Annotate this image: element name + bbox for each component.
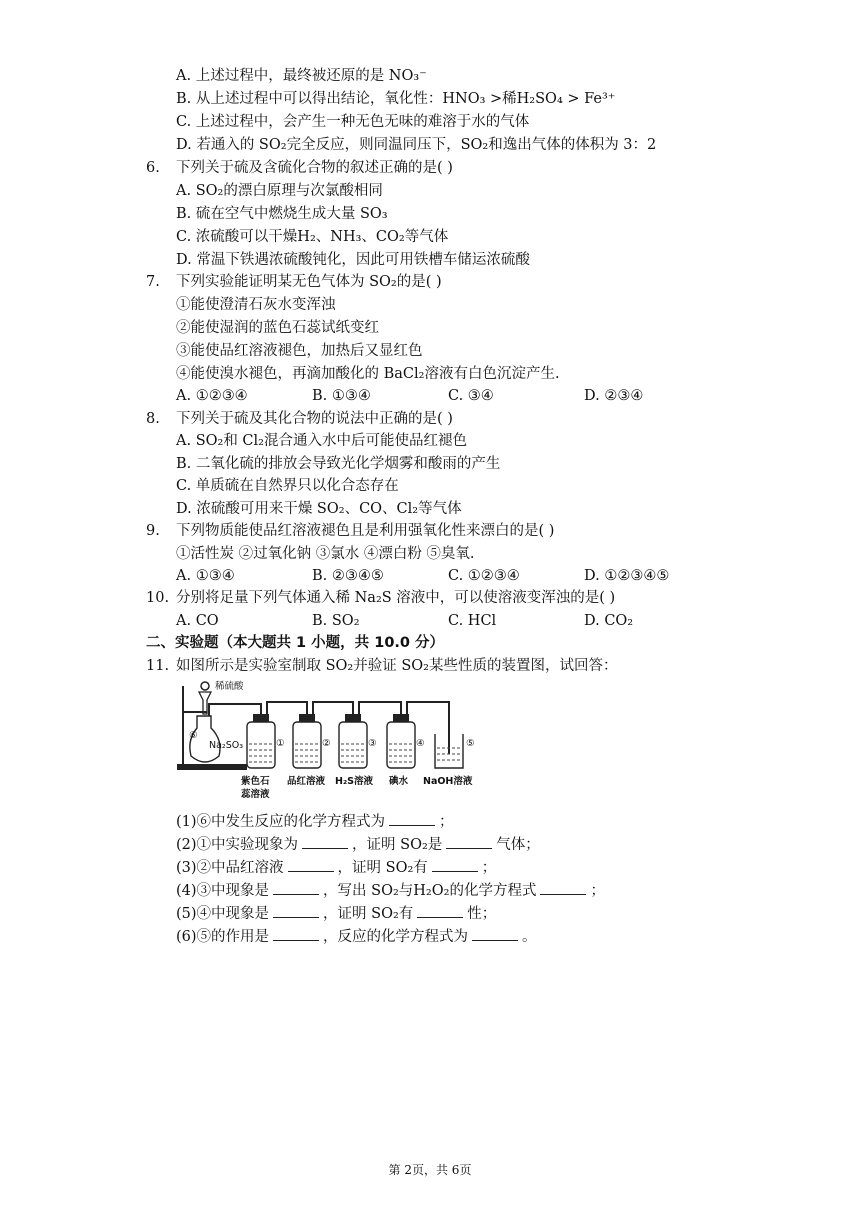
q8-option-c: C. 单质硫在自然界只以化合态存在	[176, 478, 399, 494]
q8-option-b: B. 二氧化硫的排放会导致光化学烟雾和酸雨的产生	[176, 456, 501, 472]
q8-option-a: A. SO₂和 Cl₂混合通入水中后可能使品红褪色	[176, 433, 467, 449]
answer-blank[interactable]	[417, 903, 463, 918]
q7-item-1: ①能使澄清石灰水变浑浊	[176, 297, 336, 313]
q7-stem: 下列实验能证明某无色气体为 SO₂的是( )	[176, 274, 442, 290]
q6-option-a: A. SO₂的漂白原理与次氯酸相同	[176, 183, 383, 199]
label-h2s: H₂S溶液	[335, 776, 373, 787]
q6-number: 6.	[146, 160, 160, 176]
stand-base	[177, 764, 247, 770]
q9-option-c: C. ①②③④	[448, 568, 520, 584]
apparatus-diagram	[175, 678, 505, 806]
bottle-4	[387, 714, 425, 768]
q11-part-2: (2)①中实验现象为 ，证明 SO₂是 气体；	[176, 834, 540, 855]
q5-option-b: B. 从上述过程中可以得出结论，氧化性：HNO₃ >稀H₂SO₄ > Fe³⁺	[176, 91, 616, 107]
label-na2so3: Na₂SO₃	[209, 740, 244, 751]
q9-option-b: B. ②③④⑤	[312, 568, 384, 584]
label-iodine: 碘水	[389, 776, 409, 787]
q8-number: 8.	[146, 411, 160, 427]
q7-item-4: ④能使溴水褪色，再滴加酸化的 BaCl₂溶液有白色沉淀产生.	[176, 366, 560, 382]
q7-item-3: ③能使品红溶液褪色，加热后又显红色	[176, 343, 423, 359]
q9-items: ①活性炭 ②过氧化钠 ③氯水 ④漂白粉 ⑤臭氧.	[176, 546, 475, 562]
q8-option-d: D. 浓硫酸可用来干燥 SO₂、CO、Cl₂等气体	[176, 501, 462, 517]
q10-option-c: C. HCl	[448, 613, 497, 629]
q11-part-3: (3)②中品红溶液 ，证明 SO₂有 ；	[176, 857, 496, 878]
q11-part-6: (6)⑤的作用是 ，反应的化学方程式为 。	[176, 926, 537, 947]
q10-stem: 分别将足量下列气体通入稀 Na₂S 溶液中，可以使溶液变浑浊的是( )	[176, 590, 616, 606]
bottle-3	[339, 714, 377, 768]
q5-option-a: A. 上述过程中，最终被还原的是 NO₃⁻	[176, 68, 427, 84]
funnel-stopcock	[201, 682, 209, 690]
q5-option-d: D. 若通入的 SO₂完全反应，则同温同压下，SO₂和逸出气体的体积为 3：2	[176, 137, 657, 153]
q6-option-c: C. 浓硫酸可以干燥H₂、NH₃、CO₂等气体	[176, 229, 449, 245]
answer-blank[interactable]	[432, 857, 478, 872]
bottle-2	[293, 714, 331, 768]
q9-option-d: D. ①②③④⑤	[584, 568, 670, 584]
q7-number: 7.	[146, 274, 160, 290]
q10-number: 10.	[146, 590, 170, 606]
q7-option-d: D. ②③④	[584, 388, 644, 404]
q5-option-c: C. 上述过程中，会产生一种无色无味的难溶于水的气体	[176, 114, 530, 130]
svg-text:④: ④	[416, 738, 425, 749]
answer-blank[interactable]	[446, 834, 492, 849]
q11-number: 11.	[146, 658, 170, 674]
label-litmus: 紫色石	[241, 776, 270, 787]
q9-number: 9.	[146, 523, 160, 539]
delivery-tube-5	[407, 702, 449, 754]
label-magenta: 品红溶液	[287, 776, 326, 787]
q7-option-a: A. ①②③④	[176, 388, 248, 404]
label-dilute-sulfuric-acid: 稀硫酸	[215, 681, 244, 692]
q11-part-4: (4)③中现象是 ，写出 SO₂与H₂O₂的化学方程式 ；	[176, 880, 605, 901]
answer-blank[interactable]	[389, 811, 435, 826]
q10-option-b: B. SO₂	[312, 613, 360, 629]
answer-blank[interactable]	[273, 903, 319, 918]
answer-blank[interactable]	[302, 834, 348, 849]
answer-blank[interactable]	[273, 880, 319, 895]
q6-option-b: B. 硫在空气中燃烧生成大量 SO₃	[176, 206, 388, 222]
answer-blank[interactable]	[288, 857, 334, 872]
bottle-1	[247, 714, 285, 768]
q7-option-b: B. ①③④	[312, 388, 371, 404]
q11-part-1: (1)⑥中发生反应的化学方程式为 ；	[176, 811, 454, 832]
beaker-5	[435, 734, 475, 768]
q10-option-d: D. CO₂	[584, 613, 634, 629]
label-litmus-line2: 蕊溶液	[241, 789, 270, 800]
q7-option-c: C. ③④	[448, 388, 494, 404]
q9-stem: 下列物质能使品红溶液褪色且是利用强氧化性来漂白的是( )	[176, 523, 555, 539]
answer-blank[interactable]	[540, 880, 586, 895]
q10-option-a: A. CO	[176, 613, 219, 629]
page-footer: 第 2页，共 6页	[388, 1163, 472, 1177]
svg-text:⑤: ⑤	[466, 738, 475, 749]
q8-stem: 下列关于硫及其化合物的说法中正确的是( )	[176, 411, 453, 427]
q7-item-2: ②能使湿润的蓝色石蕊试纸变红	[176, 320, 379, 336]
svg-text:②: ②	[322, 738, 331, 749]
svg-text:①: ①	[276, 738, 285, 749]
q11-stem: 如图所示是实验室制取 SO₂并验证 SO₂某些性质的装置图，试回答：	[176, 658, 618, 674]
q6-option-d: D. 常温下铁遇浓硫酸钝化，因此可用铁槽车储运浓硫酸	[176, 252, 530, 268]
q9-option-a: A. ①③④	[176, 568, 235, 584]
q6-stem: 下列关于硫及含硫化合物的叙述正确的是( )	[176, 160, 453, 176]
answer-blank[interactable]	[273, 926, 319, 941]
answer-blank[interactable]	[472, 926, 518, 941]
circle-6: ⑥	[189, 730, 198, 741]
label-naoh: NaOH溶液	[423, 776, 473, 787]
svg-text:③: ③	[368, 738, 377, 749]
q11-part-5: (5)④中现象是 ，证明 SO₂有 性；	[176, 903, 496, 924]
section-heading-experiment: 二、实验题（本大题共 1 小题，共 10.0 分）	[146, 635, 445, 651]
